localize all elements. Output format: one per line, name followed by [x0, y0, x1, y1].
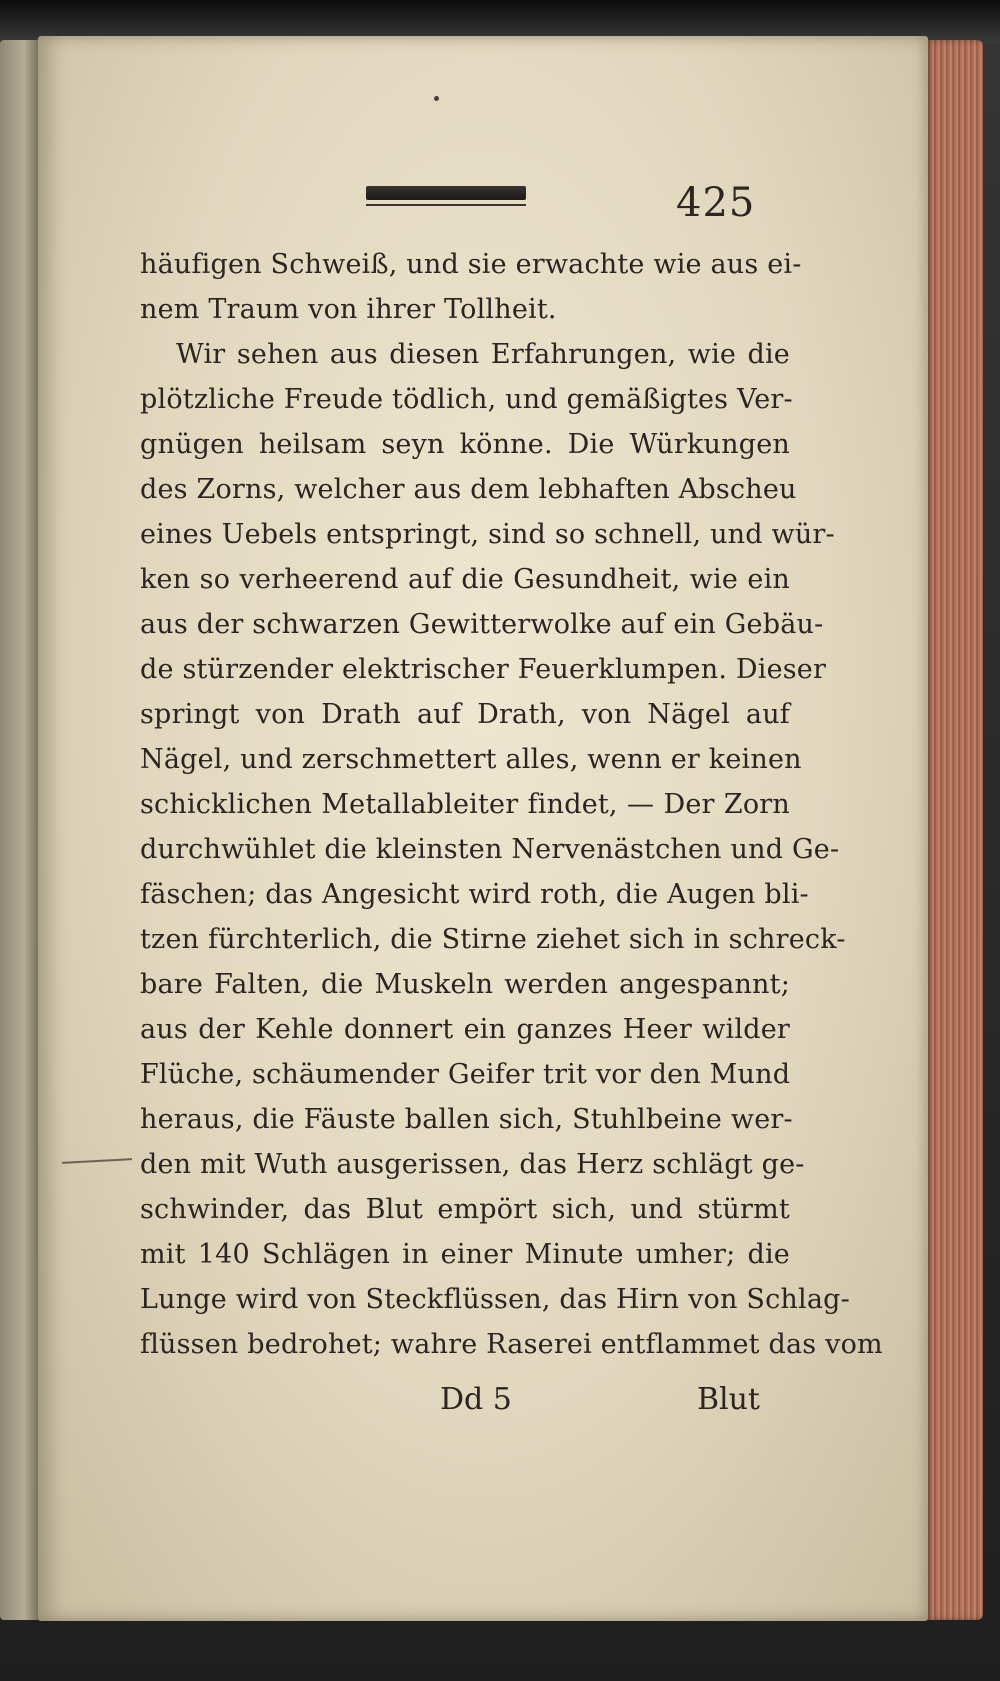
text-line: heraus, die Fäuste ballen sich, Stuhlbeine wer- [140, 1104, 793, 1135]
text-line: aus der Kehle donnert ein ganzes Heer wilder [140, 1014, 790, 1045]
text-line: springt von Drath auf Drath, von Nägel auf [140, 699, 790, 730]
text-line: mit 140 Schlägen in einer Minute umher; die [140, 1239, 790, 1270]
text-line: Wir sehen aus diesen Erfahrungen, wie die [176, 339, 790, 370]
text-line: Flüche, schäumender Geifer trit vor den Mund [140, 1059, 791, 1090]
ink-speck [434, 96, 439, 101]
text-line: de stürzender elektrischer Feuerklumpen. Dieser [140, 654, 827, 685]
catchword: Blut [696, 1382, 760, 1417]
page-number: 425 [676, 180, 756, 226]
text-line: Nägel, und zerschmettert alles, wenn er keinen [140, 744, 802, 775]
left-page-edge [0, 40, 40, 1620]
text-line: häufigen Schweiß, und sie erwachte wie aus ei- [140, 249, 802, 280]
text-line: schwinder, das Blut empört sich, und stürmt [140, 1194, 790, 1225]
signature-mark: Dd 5 [440, 1382, 512, 1417]
text-line: flüssen bedrohet; wahre Raserei entflammet das vom [140, 1329, 883, 1360]
text-line: ken so verheerend auf die Gesundheit, wie ein [140, 564, 790, 595]
text-line: fäschen; das Angesicht wird roth, die Augen bli- [140, 879, 809, 910]
text-line: nem Traum von ihrer Tollheit. [140, 294, 557, 325]
text-line: durchwühlet die kleinsten Nervenästchen und Ge- [140, 834, 840, 865]
text-line: den mit Wuth ausgerissen, das Herz schlägt ge- [140, 1149, 805, 1180]
text-line: tzen fürchterlich, die Stirne ziehet sich in schreck- [140, 924, 846, 955]
header-rule-thin [366, 204, 526, 206]
text-line: eines Uebels entspringt, sind so schnell, und wür- [140, 519, 835, 550]
page-stack-edge [925, 40, 983, 1620]
body-text [140, 242, 883, 1367]
text-line: plötzliche Freude tödlich, und gemäßigtes Ver- [140, 384, 793, 415]
text-line: Lunge wird von Steckflüssen, das Hirn von Schlag- [140, 1284, 850, 1315]
text-line: bare Falten, die Muskeln werden angespannt; [140, 969, 790, 1000]
text-line: schicklichen Metallableiter findet, — Der Zorn [140, 789, 790, 820]
text-line: aus der schwarzen Gewitterwolke auf ein Gebäu- [140, 609, 824, 640]
text-line: gnügen heilsam seyn könne. Die Würkungen [140, 429, 790, 460]
header-rule [366, 186, 526, 200]
text-line: des Zorns, welcher aus dem lebhaften Abscheu [140, 474, 797, 505]
page-footer [440, 1382, 760, 1422]
